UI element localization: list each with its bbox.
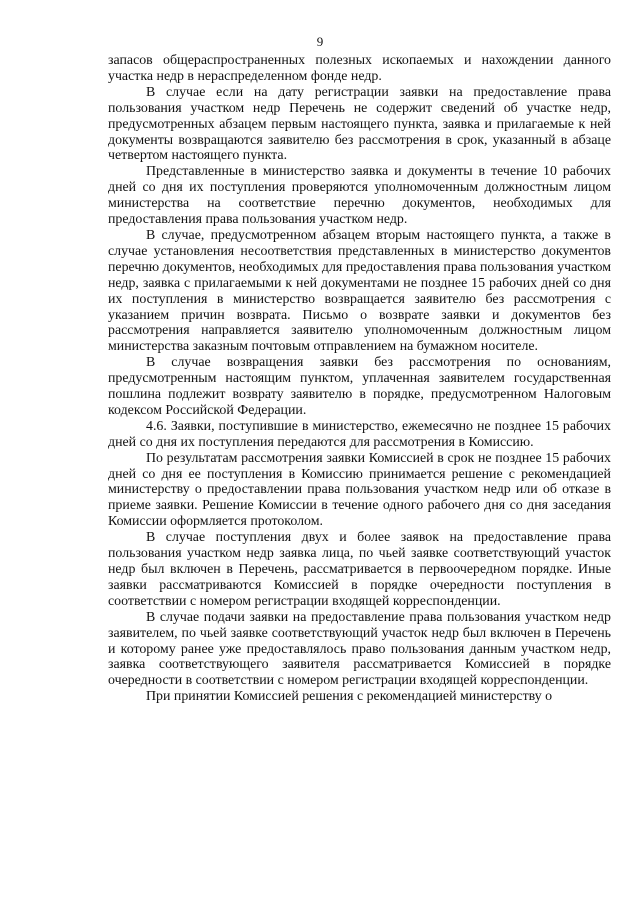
paragraph: При принятии Комиссией решения с рекомендацией министерству о bbox=[146, 689, 553, 705]
paragraph: В случае поступления двух и более заявок на предоставление права пользования участком недр заявка лица, по чьей заявке соответствующий участок недр был включен в Перечень, рассматривается в первоочередном порядке. Иные заявки рассматриваются Комиссией в порядке очередности поступления в соответствии с номером регистрации входящей корреспонденции. bbox=[108, 530, 611, 609]
paragraph: запасов общераспространенных полезных ископаемых и нахождении данного участка недр в нераспределенном фонде недр. bbox=[108, 53, 611, 84]
paragraph: Представленные в министерство заявка и документы в течение 10 рабочих дней со дня их поступления проверяются уполномоченным должностным лицом министерства на соответствие перечню документов, необходимых для предоставления права пользования участком недр. bbox=[108, 164, 611, 228]
paragraph: В случае, предусмотренном абзацем вторым настоящего пункта, а также в случае установления несоответствия представленных в министерство документов перечню документов, необходимых для предоставления права пользования участком недр, заявка с прилагаемыми к ней документами не позднее 15 рабочих дней со дня их поступления в министерство возвращается заявителю без рассмотрения с указанием причин возврата. Письмо о возврате заявки и документов без рассмотрения направляется заявителю уполномоченным должностным лицом министерства заказным почтовым отправлением на бумажном носителе. bbox=[108, 227, 611, 355]
paragraph: В случае возвращения заявки без рассмотрения по основаниям, предусмотренным настоящим пунктом, уплаченная заявителем государственная пошлина подлежит возврату заявителю в порядке, предусмотренном Налоговым кодексом Российской Федерации. bbox=[108, 355, 611, 418]
paragraph: В случае если на дату регистрации заявки на предоставление права пользования участком недр Перечень не содержит сведений об участке недр, предусмотренных абзацем первым настоящего пункта, заявка и прилагаемые к ней документы возвращаются заявителю без рассмотрения в срок, указанный в абзаце четвертом настоящего пункта. bbox=[108, 84, 611, 164]
paragraph: 4.6. Заявки, поступившие в министерство, ежемесячно не позднее 15 рабочих дней со дня их поступления передаются для рассмотрения в Комиссию. bbox=[108, 418, 611, 450]
paragraph: В случае подачи заявки на предоставление права пользования участком недр заявителем, по чьей заявке соответствующий участок недр был включен в Перечень и которому ранее уже предоставлялось право пользования данным участком недр, заявка соответствующего заявителя рассматривается Комиссией в порядке очередности в соответствии с номером регистрации входящей корреспонденции. bbox=[108, 609, 611, 689]
page-number: 9 bbox=[316, 34, 324, 49]
body-text bbox=[108, 53, 611, 705]
paragraph: По результатам рассмотрения заявки Комиссией в срок не позднее 15 рабочих дней со дня ее поступления в Комиссию принимается решение с рекомендацией министерству о предоставлении права пользования участком недр или об отказе в приеме заявки. Решение Комиссии в течение одного рабочего дня со дня заседания Комиссии оформляется протоколом. bbox=[108, 450, 611, 530]
